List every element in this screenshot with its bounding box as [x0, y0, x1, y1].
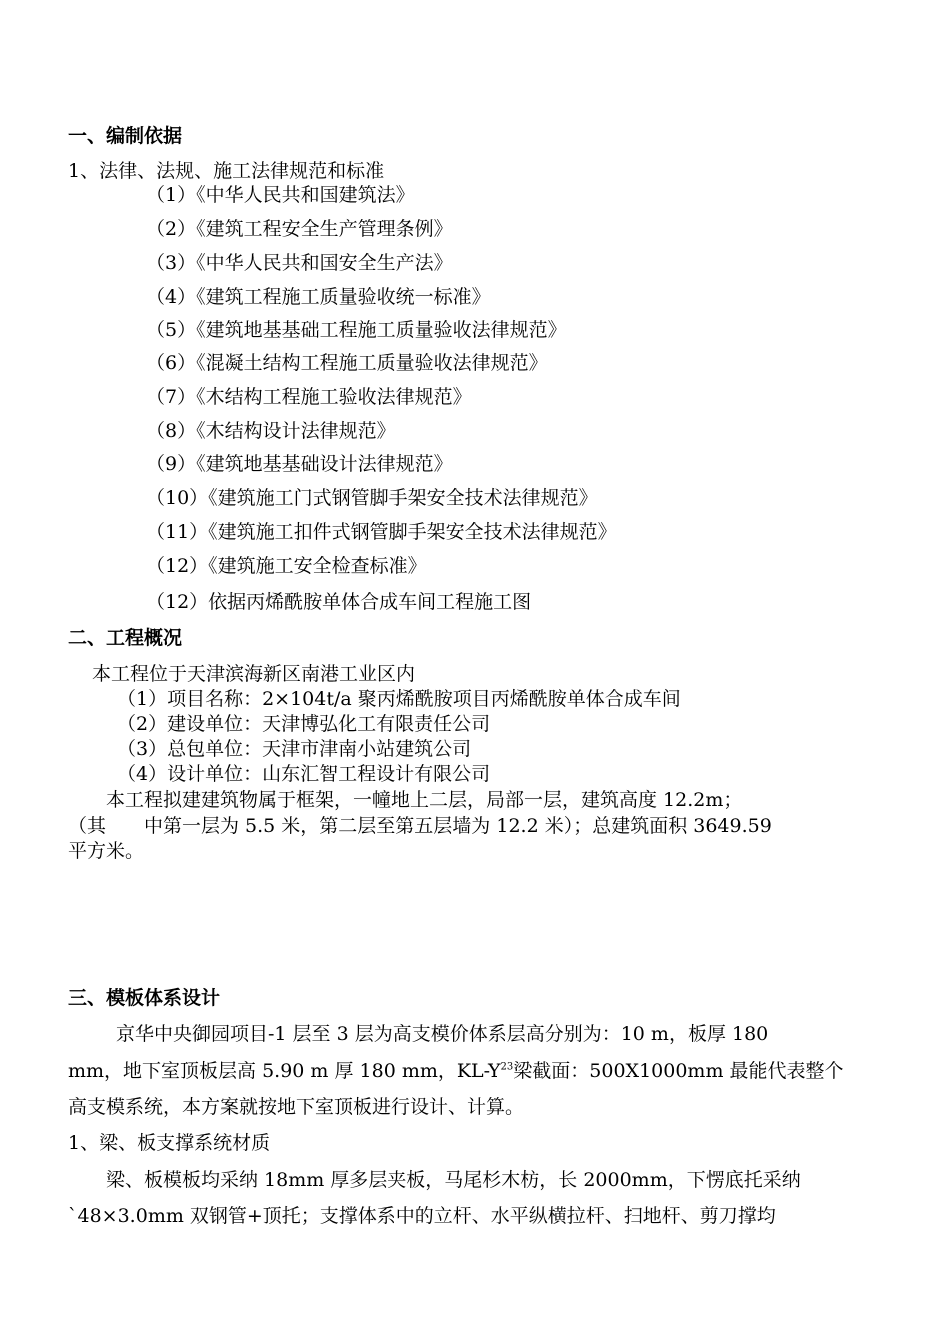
project-description-line: 平方米。 [68, 840, 145, 862]
list-item: （4）《建筑工程施工质量验收统一标准》 [146, 286, 491, 308]
paragraph-line: 京华中央御园项目-1 层至 3 层为高支模价体系层高分别为：10 m，板厚 180 [116, 1023, 769, 1045]
list-item: （12）《建筑施工安全检查标准》 [146, 555, 427, 577]
paragraph-line: `48×3.0mm 双钢管+顶托；支撑体系中的立杆、水平纵横拉杆、扫地杆、剪刀撑均 [68, 1205, 776, 1227]
list-item: （6）《混凝土结构工程施工质量验收法律规范》 [146, 352, 548, 374]
project-description-line [68, 814, 772, 838]
project-name: （1）项目名称：2×104t/a 聚丙烯酰胺项目丙烯酰胺单体合成车间 [117, 688, 681, 710]
list-item: （8）《木结构设计法律规范》 [146, 420, 396, 442]
list-item: （2）《建筑工程安全生产管理条例》 [146, 218, 453, 240]
list-item: （10）《建筑施工门式钢管脚手架安全技术法律规范》 [146, 487, 598, 509]
description-fragment: （其 [68, 815, 107, 837]
project-location: 本工程位于天津滨海新区南港工业区内 [92, 663, 416, 685]
paragraph-fragment: 梁截面：500X1000mm 最能代表整个 [513, 1060, 844, 1082]
section1-subheading: 1、法律、法规、施工法律规范和标准 [68, 160, 385, 182]
general-contractor: （3）总包单位：天津市津南小站建筑公司 [117, 738, 472, 760]
description-fragment: 中第一层为 5.5 米，第二层至第五层墙为 12.2 米）；总建筑面积 3649.59 [144, 815, 772, 837]
list-item: （11）《建筑施工扣件式钢管脚手架安全技术法律规范》 [146, 521, 617, 543]
list-item: （9）《建筑地基基础设计法律规范》 [146, 453, 453, 475]
section2-heading: 二、工程概况 [68, 627, 183, 649]
list-item: （7）《木结构工程施工验收法律规范》 [146, 386, 472, 408]
list-item: （12）依据丙烯酰胺单体合成车间工程施工图 [146, 591, 532, 613]
paragraph-line: 高支模系统，本方案就按地下室顶板进行设计、计算。 [68, 1096, 525, 1118]
paragraph-fragment: mm，地下室顶板层高 5.90 m 厚 180 mm，KL-Y [68, 1060, 501, 1082]
construction-unit: （2）建设单位：天津博弘化工有限责任公司 [117, 713, 491, 735]
paragraph-line: 梁、板模板均采纳 18mm 厚多层夹板，马尾杉木枋，长 2000mm，下愣底托采纳 [106, 1169, 801, 1191]
paragraph-line [68, 1059, 844, 1083]
list-item: （1）《中华人民共和国建筑法》 [146, 184, 415, 206]
project-description-line: 本工程拟建建筑物属于框架，一幢地上二层，局部一层，建筑高度 12.2m； [106, 789, 743, 811]
list-item: （5）《建筑地基基础工程施工质量验收法律规范》 [146, 319, 567, 341]
section3-heading: 三、模板体系设计 [68, 987, 221, 1009]
design-unit: （4）设计单位：山东汇智工程设计有限公司 [117, 763, 491, 785]
list-item: （3）《中华人民共和国安全生产法》 [146, 252, 453, 274]
section1-heading: 一、编制依据 [68, 125, 183, 147]
section3-subheading: 1、梁、板支撑系统材质 [68, 1132, 271, 1154]
superscript: 23 [500, 1061, 514, 1073]
